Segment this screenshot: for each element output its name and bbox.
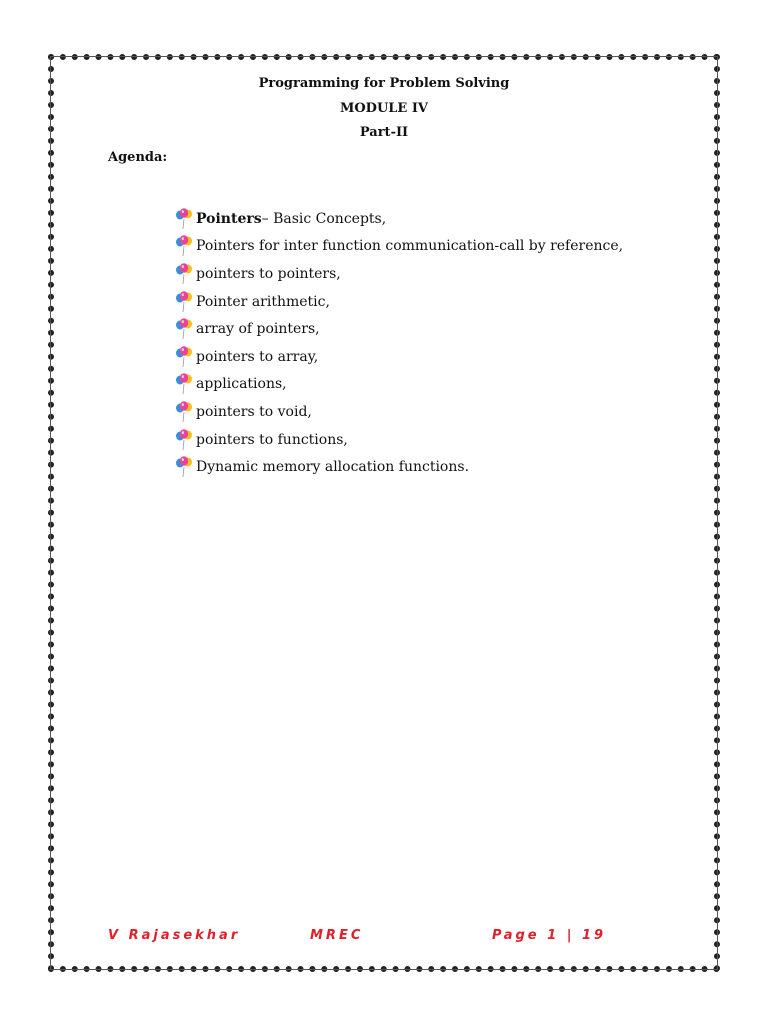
item-text: pointers to functions, [196, 431, 348, 448]
balloon-bullet-icon [174, 401, 194, 423]
item-text: pointers to pointers, [196, 265, 341, 282]
list-item [174, 288, 623, 316]
list-item [174, 233, 623, 261]
item-text: – Basic Concepts, [261, 210, 387, 227]
item-text: array of pointers, [196, 321, 320, 338]
agenda-list [174, 205, 623, 481]
item-strong-text: Pointers [196, 210, 262, 227]
module-heading: MODULE IV [339, 101, 429, 116]
balloon-bullet-icon [174, 208, 194, 230]
item-text: Dynamic memory allocation functions. [196, 459, 470, 476]
balloon-bullet-icon [174, 346, 194, 368]
item-text: Pointers for inter function communication-call by reference, [196, 238, 624, 255]
balloon-bullet-icon [174, 235, 194, 257]
list-item [174, 315, 623, 343]
balloon-bullet-icon [174, 291, 194, 313]
item-text: Pointer arithmetic, [196, 293, 330, 310]
balloon-bullet-icon [174, 263, 194, 285]
list-item [174, 260, 623, 288]
footer-college: MREC [310, 928, 364, 943]
balloon-bullet-icon [174, 456, 194, 478]
list-item [174, 426, 623, 454]
part-heading: Part-II [359, 125, 409, 140]
balloon-bullet-icon [174, 373, 194, 395]
list-item [174, 205, 623, 233]
item-text: pointers to array, [196, 348, 319, 365]
balloon-bullet-icon [174, 318, 194, 340]
agenda-label: Agenda: [108, 150, 168, 165]
balloon-bullet-icon [174, 429, 194, 451]
footer-page-number: Page 1 | 19 [492, 928, 607, 943]
list-item [174, 371, 623, 399]
list-item [174, 453, 623, 481]
footer-author: V Rajasekhar [108, 928, 241, 943]
page-border [48, 54, 720, 972]
item-text: pointers to void, [196, 403, 312, 420]
item-text: applications, [196, 376, 287, 393]
list-item [174, 343, 623, 371]
document-title: Programming for Problem Solving [258, 76, 510, 91]
list-item [174, 398, 623, 426]
